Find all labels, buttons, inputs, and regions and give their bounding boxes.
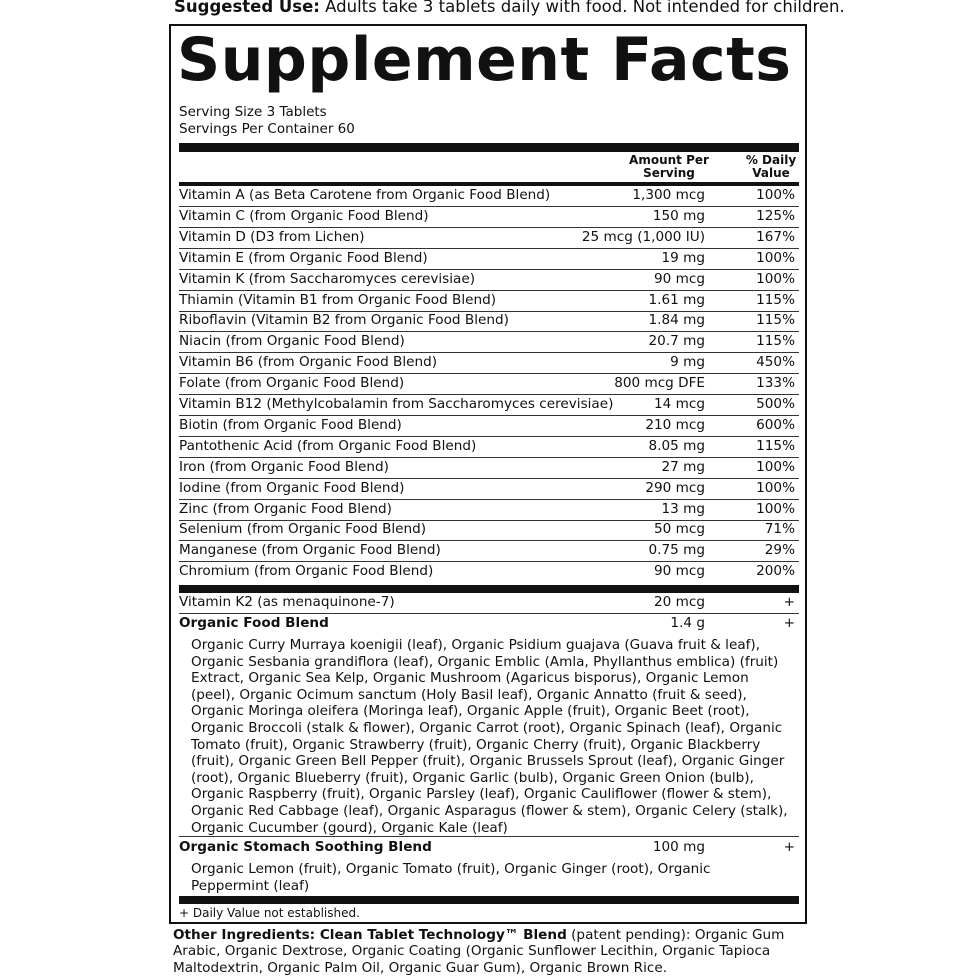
nutrient-name: Zinc (from Organic Food Blend)	[179, 500, 392, 517]
nutrient-amount: 27 mg	[661, 458, 705, 475]
nutrient-name: Vitamin A (as Beta Carotene from Organic Food Blend)	[179, 187, 551, 203]
nutrient-amount: 210 mcg	[645, 416, 705, 433]
nutrient-dv: 500%	[756, 396, 795, 412]
header-daily-value: % Daily Value	[745, 153, 797, 180]
nutrient-dv: 71%	[764, 521, 795, 538]
table-row	[179, 353, 799, 374]
nutrient-name: Niacin (from Organic Food Blend)	[179, 333, 405, 350]
nutrient-dv: 200%	[756, 563, 795, 580]
suggested-use-label: Suggested Use:	[174, 0, 320, 16]
table-row	[179, 186, 799, 207]
nutrient-amount: 290 mcg	[645, 479, 705, 496]
nutrient-name: Vitamin D (D3 from Lichen)	[179, 228, 365, 245]
nutrient-name: Pantothenic Acid (from Organic Food Blend)	[179, 437, 477, 454]
suggested-use	[174, 0, 845, 17]
nutrient-name: Biotin (from Organic Food Blend)	[179, 416, 402, 433]
table-row	[179, 332, 799, 353]
nutrient-dv: 100%	[756, 270, 795, 287]
nutrient-dv: 600%	[756, 416, 795, 433]
nutrient-amount: 13 mg	[661, 500, 705, 517]
table-row	[179, 270, 799, 291]
table-row	[179, 593, 799, 614]
blend-amount: 100 mg	[652, 839, 705, 855]
nutrient-dv: +	[783, 594, 795, 610]
nutrient-name: Vitamin K2 (as menaquinone-7)	[179, 594, 395, 610]
nutrient-dv: 167%	[756, 228, 795, 245]
nutrient-name: Iron (from Organic Food Blend)	[179, 458, 389, 475]
blend-name: Organic Stomach Soothing Blend	[179, 839, 432, 855]
nutrient-amount: 25 mcg (1,000 IU)	[581, 228, 705, 245]
nutrient-dv: 100%	[756, 187, 795, 203]
table-row	[179, 395, 799, 416]
suggested-use-text: Adults take 3 tablets daily with food. Not intended for children.	[319, 0, 845, 16]
nutrient-dv: 133%	[756, 375, 795, 392]
table-row	[179, 520, 799, 541]
blend-name: Organic Food Blend	[179, 615, 329, 631]
footnote: + Daily Value not established.	[179, 906, 360, 920]
nutrient-name: Folate (from Organic Food Blend)	[179, 375, 405, 392]
table-row	[179, 249, 799, 270]
nutrient-amount: 150 mg	[652, 207, 705, 224]
table-row	[179, 228, 799, 249]
nutrient-amount: 800 mcg DFE	[614, 375, 705, 392]
nutrient-name: Selenium (from Organic Food Blend)	[179, 521, 427, 538]
table-row	[179, 614, 799, 634]
food-blend-ingredients: Organic Curry Murraya koenigii (leaf), Organic Psidium guajava (Guava fruit & leaf), Organic Sesbania grandiflora (leaf), Organic Emblic (Amla, Phyllanthus emblica) (fruit) Extract, Organic Sea Kelp, Organic Mushroom (Agaricus bisporus), Organic Lemon (peel), Organic Ocimum sanctum (Holy Basil leaf), Organic Annatto (fruit & seed), Organic Moringa oleifera (Moringa leaf), Organic Apple (fruit), Organic Beet (root), Organic Broccoli (stalk & flower), Organic Carrot (root), Organic Spinach (leaf), Organic Tomato (fruit), Organic Strawberry (fruit), Organic Cherry (fruit), Organic Blackberry (fruit), Organic Green Bell Pepper (fruit), Organic Brussels Sprout (leaf), Organic Ginger (root), Organic Blueberry (fruit), Organic Garlic (bulb), Organic Green Onion (bulb), Organic Raspberry (fruit), Organic Parsley (leaf), Organic Cauliflower (flower & stem), Organic Red Cabbage (leaf), Organic Asparagus (flower & stem), Organic Celery (stalk), Organic Cucumber (gourd), Organic Kale (leaf)	[191, 637, 788, 836]
table-row	[179, 374, 799, 395]
nutrient-dv: 100%	[756, 479, 795, 496]
nutrient-dv: 450%	[756, 354, 795, 371]
serving-size: Serving Size 3 Tablets	[179, 104, 327, 120]
nutrient-name: Thiamin (Vitamin B1 from Organic Food Blend)	[179, 291, 497, 308]
nutrient-amount: 0.75 mg	[648, 542, 705, 559]
servings-per-container: Servings Per Container 60	[179, 121, 355, 137]
nutrient-name: Manganese (from Organic Food Blend)	[179, 542, 441, 559]
blend-amount: 1.4 g	[670, 615, 705, 631]
nutrient-name: Chromium (from Organic Food Blend)	[179, 563, 434, 580]
nutrient-amount: 9 mg	[670, 354, 705, 371]
table-row	[179, 541, 799, 562]
nutrient-name: Vitamin C (from Organic Food Blend)	[179, 207, 429, 224]
nutrient-dv: 100%	[756, 458, 795, 475]
panel-title: Supplement Facts	[177, 25, 792, 95]
nutrient-name: Iodine (from Organic Food Blend)	[179, 479, 405, 496]
thick-divider	[179, 585, 799, 593]
nutrient-dv: 29%	[764, 542, 795, 559]
table-row	[179, 562, 799, 582]
thick-divider	[179, 143, 799, 152]
nutrient-dv: 115%	[756, 333, 795, 350]
nutrient-amount: 1.84 mg	[648, 312, 705, 329]
supplement-facts-panel	[169, 24, 807, 924]
nutrient-amount: 90 mcg	[654, 563, 705, 580]
table-row	[179, 291, 799, 312]
table-row	[179, 207, 799, 228]
table-row	[179, 838, 799, 858]
nutrient-amount: 19 mg	[661, 249, 705, 266]
blend-dv: +	[783, 615, 795, 631]
nutrient-dv: 100%	[756, 500, 795, 517]
nutrient-amount: 1.61 mg	[648, 291, 705, 308]
table-row	[179, 458, 799, 479]
table-row	[179, 500, 799, 521]
nutrient-name: Vitamin E (from Organic Food Blend)	[179, 249, 428, 266]
nutrient-name: Riboflavin (Vitamin B2 from Organic Food Blend)	[179, 312, 509, 329]
table-row	[179, 437, 799, 458]
nutrient-dv: 115%	[756, 312, 795, 329]
nutrient-amount: 1,300 mcg	[632, 187, 705, 203]
nutrient-dv: 125%	[756, 207, 795, 224]
nutrient-amount: 20 mcg	[654, 594, 705, 610]
stomach-blend-ingredients: Organic Lemon (fruit), Organic Tomato (fruit), Organic Ginger (root), Organic Peppermint (leaf)	[191, 861, 711, 894]
nutrient-name: Vitamin B6 (from Organic Food Blend)	[179, 354, 438, 371]
table-row	[179, 416, 799, 437]
nutrient-dv: 100%	[756, 249, 795, 266]
nutrient-name: Vitamin K (from Saccharomyces cerevisiae)	[179, 270, 476, 287]
table-row	[179, 479, 799, 500]
header-amount-per-serving: Amount Per Serving	[629, 153, 709, 180]
nutrient-dv: 115%	[756, 291, 795, 308]
nutrient-amount: 90 mcg	[654, 270, 705, 287]
nutrient-amount: 8.05 mg	[648, 437, 705, 454]
other-ingredients-text: (patent pending): Organic Gum Arabic, Organic Dextrose, Organic Coating (Organic Sunflower Lecithin, Organic Tapioca Maltodextrin, Organic Palm Oil, Organic Guar Gum), Organic Brown Rice.	[173, 927, 785, 976]
table-row	[179, 311, 799, 332]
nutrient-name: Vitamin B12 (Methylcobalamin from Saccharomyces cerevisiae)	[179, 396, 614, 412]
nutrient-dv: 115%	[756, 437, 795, 454]
nutrient-amount: 20.7 mg	[648, 333, 705, 350]
other-ingredients	[173, 927, 823, 976]
divider	[179, 836, 799, 837]
other-ingredients-label: Other Ingredients: Clean Tablet Technology™ Blend	[173, 927, 567, 943]
nutrient-amount: 14 mcg	[654, 396, 705, 412]
thick-divider	[179, 896, 799, 904]
nutrient-amount: 50 mcg	[654, 521, 705, 538]
blend-dv: +	[783, 839, 795, 855]
